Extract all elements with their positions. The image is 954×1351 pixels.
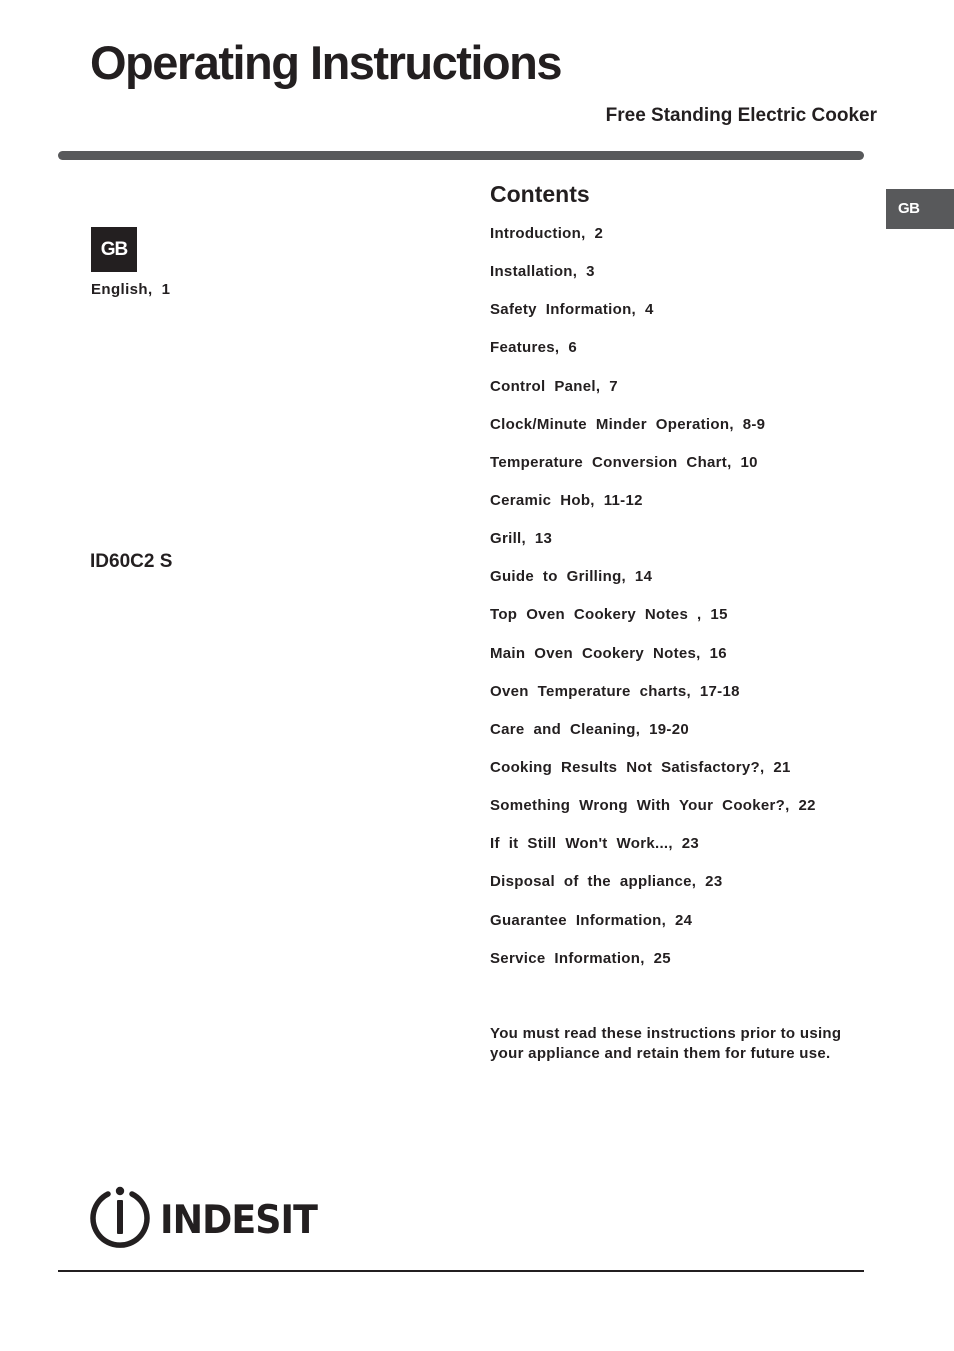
contents-item-temperature-conversion: Temperature Conversion Chart, 10 <box>490 453 758 471</box>
model-number: ID60C2 S <box>90 551 173 572</box>
language-badge-gb: GB <box>91 227 137 272</box>
contents-item-still-wont-work: If it Still Won't Work..., 23 <box>490 835 700 853</box>
indesit-logo-icon <box>93 1187 147 1245</box>
contents-item-features: Features, 6 <box>490 339 577 357</box>
contents-item-control-panel: Control Panel, 7 <box>490 377 618 395</box>
contents-item-grill: Grill, 13 <box>490 530 553 548</box>
product-subtitle: Free Standing Electric Cooker <box>605 105 877 126</box>
contents-item-installation: Installation, 3 <box>490 263 595 281</box>
contents-item-ceramic-hob: Ceramic Hob, 11-12 <box>490 491 643 509</box>
header-divider <box>58 151 864 160</box>
language-entry-english: English, 1 <box>91 281 171 298</box>
contents-item-service: Service Information, 25 <box>490 949 671 967</box>
page-title: Operating Instructions <box>90 36 561 89</box>
indesit-wordmark: INDESIT <box>160 1198 319 1243</box>
contents-item-guide-to-grilling: Guide to Grilling, 14 <box>490 568 653 586</box>
footer-divider <box>58 1270 864 1272</box>
contents-item-clock-minute-minder: Clock/Minute Minder Operation, 8-9 <box>490 415 766 433</box>
contents-item-main-oven-notes: Main Oven Cookery Notes, 16 <box>490 644 727 662</box>
indesit-logo <box>90 1183 320 1249</box>
contents-item-introduction: Introduction, 2 <box>490 225 604 242</box>
contents-list <box>490 224 816 987</box>
contents-heading: Contents <box>490 181 590 207</box>
contents-item-disposal: Disposal of the appliance, 23 <box>490 873 723 891</box>
contents-item-guarantee: Guarantee Information, 24 <box>490 911 693 929</box>
contents-item-top-oven-notes: Top Oven Cookery Notes , 15 <box>490 606 728 624</box>
contents-item-safety-information: Safety Information, 4 <box>490 301 654 319</box>
contents-item-oven-temperature-charts: Oven Temperature charts, 17-18 <box>490 682 740 700</box>
contents-item-something-wrong: Something Wrong With Your Cooker?, 22 <box>490 797 816 815</box>
contents-item-cooking-results: Cooking Results Not Satisfactory?, 21 <box>490 758 791 776</box>
language-side-tab: GB <box>886 189 954 229</box>
read-instructions-notice: You must read these instructions prior to using your appliance and retain them for future use. <box>490 1025 842 1062</box>
contents-item-care-and-cleaning: Care and Cleaning, 19-20 <box>490 720 689 738</box>
